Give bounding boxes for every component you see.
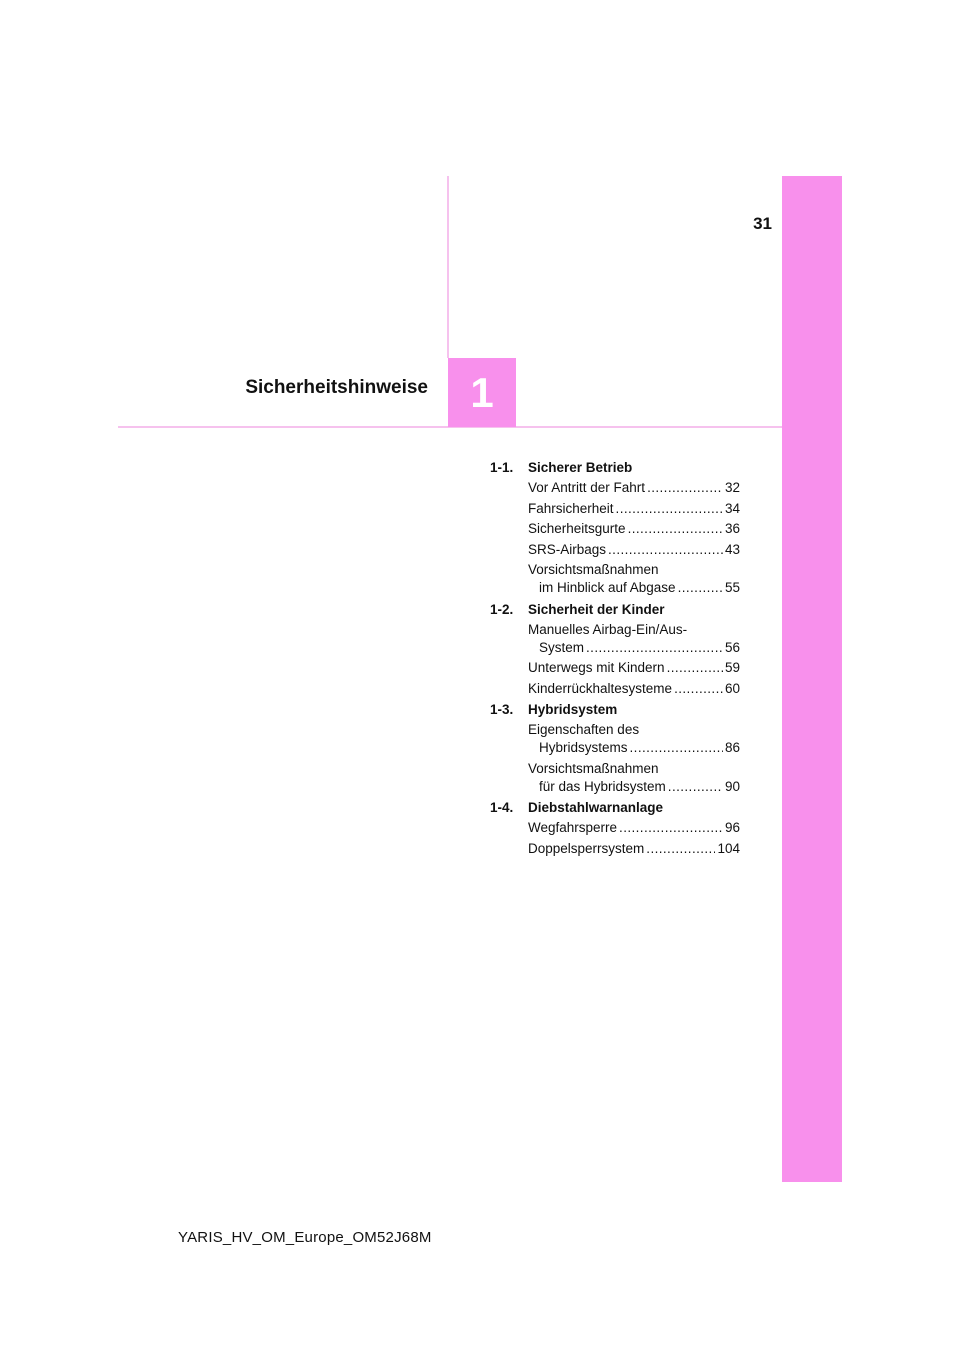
toc-entry-page: 36: [724, 521, 740, 536]
toc-entry-text: Vorsichtsmaßnahmen: [528, 562, 659, 577]
toc-dot-leader: [586, 639, 723, 657]
toc-entry-text: Eigenschaften des: [528, 722, 640, 737]
toc-dot-leader: [668, 778, 723, 796]
toc-entry-page: 34: [724, 500, 740, 516]
toc-entry-text: im Hinblick auf Abgase: [539, 580, 676, 595]
toc-entry-text: für das Hybridsystem: [539, 778, 666, 794]
chapter-number: 1: [470, 368, 494, 416]
toc-entry-page: 90: [724, 778, 740, 794]
toc-entry-text: System: [539, 639, 585, 655]
toc-entry-text: Vorsichtsmaßnahmen: [528, 760, 659, 776]
toc-entry[interactable]: [528, 819, 740, 837]
toc-entry-text: Sicherheitsgurte: [528, 521, 626, 536]
toc-entry[interactable]: [528, 840, 740, 858]
page-number: 31: [753, 214, 772, 233]
toc-entry-page: 96: [724, 820, 740, 835]
toc-entry-text: Fahrsicherheit: [528, 500, 614, 516]
toc-dot-leader: [616, 500, 723, 518]
toc-entry[interactable]: [528, 541, 740, 559]
chapter-side-tab: [782, 176, 842, 1182]
toc-section-number: 1-3.: [490, 702, 514, 717]
toc-dot-leader: [628, 520, 723, 538]
toc-entry[interactable]: [528, 721, 740, 757]
toc-section-heading[interactable]: [490, 600, 740, 620]
toc-dot-leader: [630, 739, 723, 757]
toc-section-title: Diebstahlwarnanlage: [528, 800, 664, 815]
toc-dot-leader: [619, 819, 723, 837]
toc-section-number: 1-2.: [490, 601, 514, 617]
footer-document-id: YARIS_HV_OM_Europe_OM52J68M: [178, 1229, 432, 1246]
toc-entry-text: Wegfahrsperre: [528, 820, 618, 835]
toc-entry-text: Hybridsystems: [539, 740, 628, 755]
toc-dot-leader: [674, 680, 723, 698]
table-of-contents: [490, 458, 740, 860]
toc-dot-leader: [667, 659, 723, 677]
toc-entry-text: Vor Antritt der Fahrt: [528, 480, 646, 495]
toc-section-heading[interactable]: [490, 798, 740, 818]
toc-section-heading[interactable]: [490, 458, 740, 478]
toc-entry[interactable]: [528, 680, 740, 698]
toc-section-title: Sicherer Betrieb: [528, 460, 633, 475]
toc-section-heading[interactable]: [490, 700, 740, 720]
toc-dot-leader: [678, 579, 723, 597]
chapter-title: Sicherheitshinweise: [245, 377, 428, 398]
toc-dot-leader: [647, 479, 723, 497]
toc-entry[interactable]: [528, 479, 740, 497]
toc-entry-page: 32: [724, 480, 740, 495]
chapter-number-box: [448, 358, 516, 427]
toc-entry-page: 55: [724, 580, 740, 595]
toc-entry-text: Doppelsperrsystem: [528, 840, 645, 856]
toc-entry[interactable]: [528, 760, 740, 796]
toc-section-title: Hybridsystem: [528, 702, 618, 717]
toc-entry-page: 104: [717, 840, 740, 856]
toc-entry-text: Unterwegs mit Kindern: [528, 660, 665, 675]
toc-entry[interactable]: [528, 561, 740, 597]
toc-entry-page: 43: [724, 541, 740, 557]
toc-entry-text: Kinderrückhaltesysteme: [528, 680, 673, 696]
toc-section-title: Sicherheit der Kinder: [528, 601, 665, 617]
vertical-rule: [447, 176, 449, 358]
toc-entry-text: Manuelles Airbag-Ein/Aus-: [528, 621, 688, 637]
toc-entry[interactable]: [528, 621, 740, 657]
toc-dot-leader: [646, 840, 715, 858]
toc-section-number: 1-4.: [490, 800, 514, 815]
toc-section-number: 1-1.: [490, 460, 514, 475]
toc-dot-leader: [608, 541, 723, 559]
toc-entry[interactable]: [528, 520, 740, 538]
toc-entry-page: 86: [724, 740, 740, 755]
toc-entry-page: 56: [724, 639, 740, 655]
toc-entry-page: 60: [724, 680, 740, 696]
toc-entry-page: 59: [724, 660, 740, 675]
toc-entry[interactable]: [528, 659, 740, 677]
toc-entry[interactable]: [528, 500, 740, 518]
toc-entry-text: SRS-Airbags: [528, 541, 607, 557]
